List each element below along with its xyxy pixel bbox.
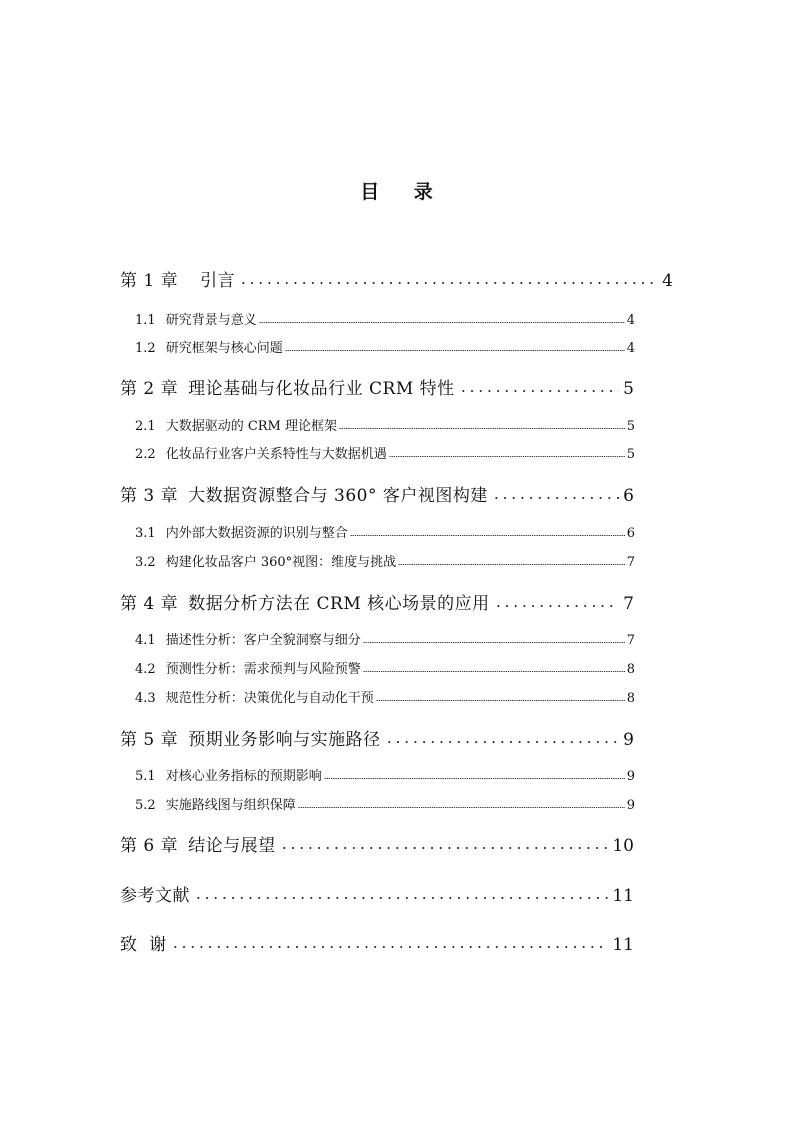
toc-entry-number: 5.1 — [135, 769, 156, 784]
toc-entry-number: 2.1 — [135, 419, 156, 434]
toc-section-2-1[interactable] — [135, 415, 635, 434]
toc-chapter-2[interactable] — [120, 374, 634, 399]
toc-page-number: 9 — [626, 769, 635, 784]
toc-section-4-1[interactable] — [135, 629, 635, 648]
dot-leader — [298, 796, 625, 809]
dot-leader — [363, 660, 625, 673]
toc-page-number: 4 — [662, 271, 673, 291]
toc-section-4-3[interactable] — [135, 687, 635, 706]
toc-references[interactable] — [120, 881, 634, 906]
dot-leader — [280, 834, 609, 851]
toc-acknowledgements[interactable] — [120, 930, 634, 955]
toc-entry-text: 描述性分析：客户全貌洞察与细分 — [165, 633, 361, 648]
toc-entry-text: 引言 — [200, 271, 236, 291]
toc-page-number: 10 — [612, 836, 634, 856]
toc-page-number: 5 — [623, 379, 634, 399]
toc-entry-text: 构建化妆品客户 360°视图：维度与挑战 — [165, 555, 397, 570]
toc-entry-text: 规范性分析：决策优化与自动化干预 — [165, 691, 374, 706]
toc-entry-text: 致 谢 — [120, 935, 167, 955]
toc-chapter-1[interactable] — [120, 266, 673, 291]
toc-page-number: 4 — [626, 341, 635, 356]
toc-entry-text: 理论基础与化妆品行业 CRM 特性 — [188, 379, 455, 399]
toc-entry-text: 预测性分析：需求预判与风险预警 — [165, 662, 361, 677]
dot-leader — [494, 592, 620, 609]
toc-page-number: 8 — [626, 662, 635, 677]
toc-chapter-3[interactable] — [120, 481, 634, 506]
toc-entry-number: 3.2 — [135, 555, 156, 570]
toc-entry-text: 研究背景与意义 — [165, 313, 257, 328]
toc-entry-text: 内外部大数据资源的识别与整合 — [165, 526, 348, 541]
toc-chapter-6[interactable] — [120, 831, 634, 856]
toc-section-1-2[interactable] — [135, 337, 635, 356]
toc-entry-text: 预期业务影响与实施路径 — [188, 730, 381, 750]
toc-page-number: 5 — [626, 447, 635, 462]
toc-page-number: 6 — [626, 526, 635, 541]
toc-title: 目 录 — [360, 181, 447, 203]
toc-section-3-2[interactable] — [135, 551, 635, 570]
toc-section-3-1[interactable] — [135, 522, 635, 541]
toc-page-number: 5 — [626, 419, 635, 434]
toc-entry-number: 第 3 章 — [120, 486, 179, 506]
toc-page-number: 7 — [626, 633, 635, 648]
toc-entry-number: 第 2 章 — [120, 379, 179, 399]
dot-leader — [363, 631, 625, 644]
dot-leader — [459, 377, 620, 394]
toc-chapter-5[interactable] — [120, 725, 634, 750]
toc-page-number: 8 — [626, 691, 635, 706]
dot-leader — [259, 311, 625, 324]
dot-leader — [239, 269, 658, 286]
toc-page-number: 9 — [623, 730, 634, 750]
toc-entry-number: 4.2 — [135, 662, 156, 677]
toc-page-number: 11 — [612, 886, 634, 906]
toc-section-5-1[interactable] — [135, 765, 635, 784]
toc-entry-number: 1.1 — [135, 313, 156, 328]
toc-entry-text: 对核心业务指标的预期影响 — [165, 769, 322, 784]
dot-leader — [324, 767, 625, 780]
dot-leader — [339, 417, 625, 430]
dot-leader — [385, 728, 620, 745]
dot-leader — [389, 445, 625, 458]
toc-entry-number: 第 1 章 — [120, 271, 179, 291]
dot-leader — [194, 884, 608, 901]
toc-section-5-2[interactable] — [135, 794, 635, 813]
toc-entry-number: 4.3 — [135, 691, 156, 706]
dot-leader — [376, 689, 625, 702]
toc-entry-number: 第 5 章 — [120, 730, 179, 750]
toc-entry-text: 大数据驱动的 CRM 理论框架 — [165, 419, 337, 434]
dot-leader — [492, 484, 619, 501]
toc-entry-text: 实施路线图与组织保障 — [165, 798, 296, 813]
toc-entry-number: 4.1 — [135, 633, 156, 648]
toc-page-number: 9 — [626, 798, 635, 813]
toc-section-2-2[interactable] — [135, 443, 635, 462]
toc-entry-number: 3.1 — [135, 526, 156, 541]
toc-entry-text: 大数据资源整合与 360° 客户视图构建 — [188, 486, 488, 506]
toc-entry-number: 1.2 — [135, 341, 156, 356]
dot-leader — [285, 339, 625, 352]
dot-leader — [171, 933, 609, 950]
toc-page-number: 7 — [626, 555, 635, 570]
toc-entry-text: 参考文献 — [120, 886, 190, 906]
toc-section-4-2[interactable] — [135, 658, 635, 677]
toc-page-number: 4 — [626, 313, 635, 328]
toc-chapter-4[interactable] — [120, 589, 634, 614]
toc-page-number: 6 — [623, 486, 634, 506]
toc-entry-text: 结论与展望 — [188, 836, 276, 856]
toc-page-number: 11 — [612, 935, 634, 955]
dot-leader — [350, 524, 625, 537]
toc-entry-text: 研究框架与核心问题 — [165, 341, 283, 356]
toc-entry-text: 数据分析方法在 CRM 核心场景的应用 — [188, 594, 490, 614]
toc-entry-number: 2.2 — [135, 447, 156, 462]
toc-entry-number: 第 6 章 — [120, 836, 179, 856]
toc-entry-number: 第 4 章 — [120, 594, 179, 614]
toc-entry-text: 化妆品行业客户关系特性与大数据机遇 — [165, 447, 387, 462]
toc-page-number: 7 — [623, 594, 634, 614]
toc-entry-number: 5.2 — [135, 798, 156, 813]
toc-section-1-1[interactable] — [135, 309, 635, 328]
dot-leader — [398, 553, 625, 566]
